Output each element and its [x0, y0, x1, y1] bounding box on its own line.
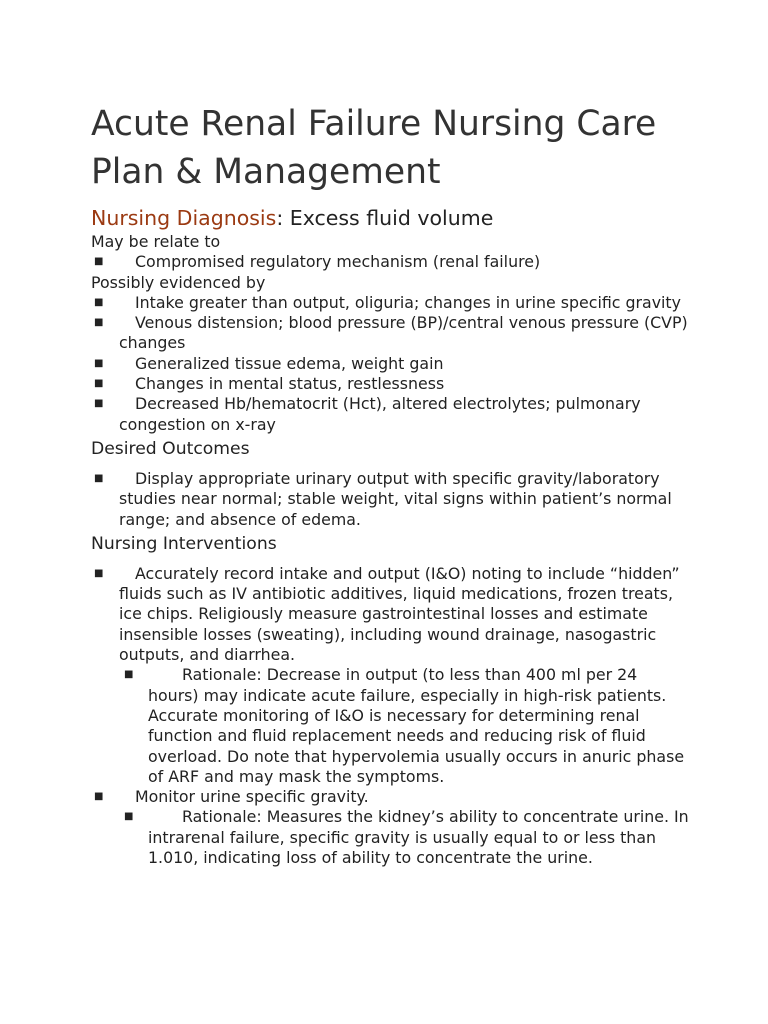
intervention-item: [91, 787, 691, 807]
bullet-icon: ■: [94, 378, 104, 390]
list-item-text: Intake greater than output, oliguria; changes in urine specific gravity: [135, 292, 681, 312]
interventions-list: [91, 564, 691, 868]
list-item-text: Decreased Hb/hematocrit (Hct), altered electrolytes; pulmonary congestion on x-ray: [119, 394, 641, 434]
list-item: [91, 313, 691, 354]
list-item: [91, 394, 691, 435]
outcomes-heading: Desired Outcomes: [91, 438, 250, 459]
list-item-text: Compromised regulatory mechanism (renal failure): [135, 252, 541, 272]
related-list: [91, 252, 691, 272]
rationale-text: Rationale: Measures the kidney’s ability to concentrate urine. In intrarenal failure, specific gravity is usually equal to or less than 1.010, indicating loss of ability to concentrate the urine.: [148, 807, 689, 868]
diagnosis-label: Nursing Diagnosis: [91, 206, 277, 230]
list-item-text: Venous distension; blood pressure (BP)/central venous pressure (CVP) changes: [119, 313, 688, 353]
diagnosis-value: Excess fluid volume: [283, 206, 494, 230]
interventions-heading: Nursing Interventions: [91, 533, 277, 554]
page-title: Acute Renal Failure Nursing Care Plan & Management: [91, 104, 657, 192]
bullet-icon: ■: [94, 791, 104, 803]
list-item-text: Display appropriate urinary output with specific gravity/laboratory studies near normal; stable weight, vital signs within patient’s normal range; and absence of edema.: [119, 468, 672, 529]
list-item: [91, 469, 691, 530]
bullet-icon: ■: [94, 296, 104, 308]
bullet-icon: ■: [124, 811, 134, 823]
intervention-text: Accurately record intake and output (I&O) noting to include “hidden” fluids such as IV antibiotic additives, liquid medications, frozen treats, ice chips. Religiously measure gastrointestinal losses and estimate insensible losses (sweating), including wound drainage, nasogastric outputs, and diarrhea.: [119, 563, 680, 665]
list-item: [91, 293, 691, 313]
list-item-text: Changes in mental status, restlessness: [135, 374, 445, 394]
rationale-item: [91, 807, 691, 868]
list-item: [91, 374, 691, 394]
evidenced-heading: Possibly evidenced by: [91, 272, 266, 292]
bullet-icon: ■: [94, 398, 104, 410]
bullet-icon: ■: [94, 567, 104, 579]
list-item-text: Generalized tissue edema, weight gain: [135, 353, 444, 373]
bullet-icon: ■: [94, 357, 104, 369]
related-heading: May be relate to: [91, 232, 221, 251]
rationale-text: Rationale: Decrease in output (to less than 400 ml per 24 hours) may indicate acute failure, especially in high-risk patients. Accurate monitoring of I&O is necessary for determining renal function and fluid replacement needs and reducing risk of fluid overload. Do note that hypervolemia usually occurs in anuric phase of ARF and may mask the symptoms.: [148, 665, 685, 786]
intervention-text: Monitor urine specific gravity.: [135, 787, 369, 807]
bullet-icon: ■: [94, 472, 104, 484]
list-item: [91, 252, 691, 272]
evidenced-list: [91, 293, 691, 435]
nursing-diagnosis: [91, 204, 691, 232]
document-page: [91, 100, 691, 868]
rationale-item: [91, 665, 691, 787]
diagnosis-separator: :: [276, 206, 284, 230]
bullet-icon: ■: [94, 317, 104, 329]
outcomes-list: [91, 469, 691, 530]
intervention-item: [91, 564, 691, 665]
bullet-icon: ■: [124, 669, 134, 681]
list-item: [91, 354, 691, 374]
bullet-icon: ■: [94, 256, 104, 268]
